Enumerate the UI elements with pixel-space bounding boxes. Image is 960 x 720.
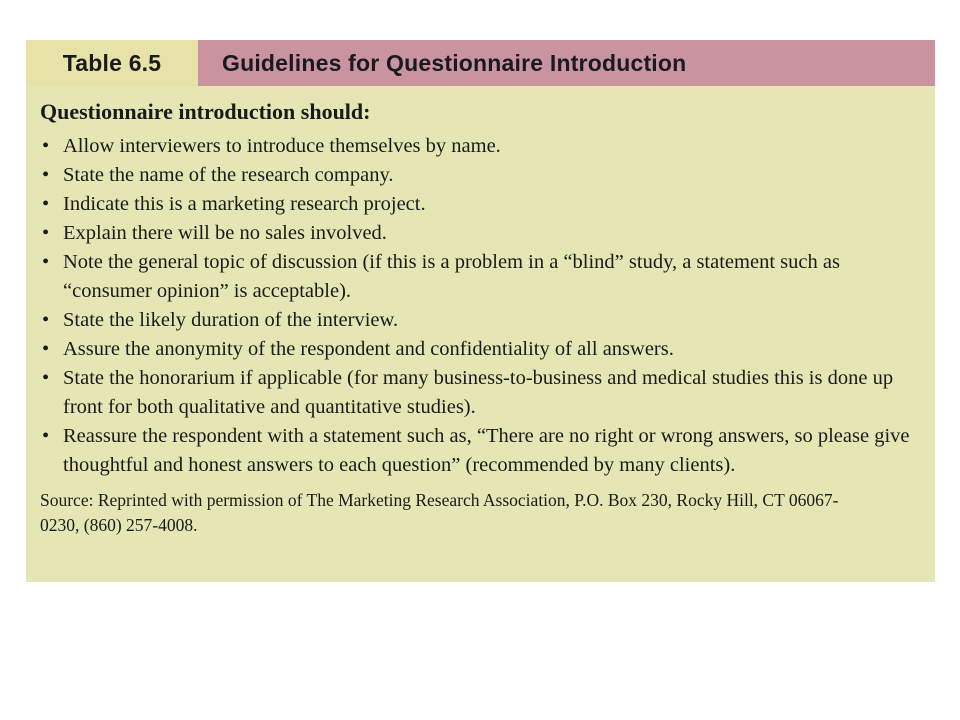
intro-heading: Questionnaire introduction should:	[40, 99, 371, 124]
list-item	[40, 306, 925, 335]
list-item-text: State the likely duration of the interview.	[63, 309, 399, 331]
table-card	[26, 40, 935, 582]
list-item	[40, 132, 925, 161]
guideline-list	[40, 132, 925, 480]
list-item	[40, 422, 925, 480]
bullet-icon: •	[42, 164, 50, 186]
list-item	[40, 219, 925, 248]
bullet-icon: •	[42, 193, 50, 215]
list-item-text: Indicate this is a marketing research project.	[63, 193, 426, 215]
list-item	[40, 248, 925, 306]
list-item-text: State the honorarium if applicable (for many business-to-business and medical studies this is done up front for both qualitative and quantitative studies).	[63, 367, 894, 418]
list-item-text: Note the general topic of discussion (if this is a problem in a “blind” study, a statement such as “consumer opinion” is acceptable).	[63, 251, 840, 302]
bullet-icon: •	[42, 222, 50, 244]
bullet-icon: •	[42, 338, 50, 360]
list-item-text: Allow interviewers to introduce themselves by name.	[63, 135, 501, 157]
bullet-icon: •	[42, 367, 50, 389]
bullet-icon: •	[42, 135, 50, 157]
bullet-icon: •	[42, 425, 50, 447]
bullet-icon: •	[42, 251, 50, 273]
list-item-text: Assure the anonymity of the respondent and confidentiality of all answers.	[63, 338, 674, 360]
table-body	[40, 98, 925, 556]
list-item	[40, 190, 925, 219]
table-number-label: Table 6.5	[26, 40, 198, 86]
list-item-text: State the name of the research company.	[63, 164, 394, 186]
list-item-text: Reassure the respondent with a statement such as, “There are no right or wrong answers, so please give thoughtful and honest answers to each question” (recommended by many clients).	[63, 425, 910, 476]
table-header	[26, 40, 935, 86]
table-title: Guidelines for Questionnaire Introduction	[198, 40, 935, 86]
bullet-icon: •	[42, 309, 50, 331]
list-item-text: Explain there will be no sales involved.	[63, 222, 387, 244]
list-item	[40, 364, 925, 422]
list-item	[40, 161, 925, 190]
list-item	[40, 335, 925, 364]
source-citation: Source: Reprinted with permission of The Marketing Research Association, P.O. Box 230, Rocky Hill, CT 06067-0230, (860) 257-4008.	[40, 490, 839, 535]
